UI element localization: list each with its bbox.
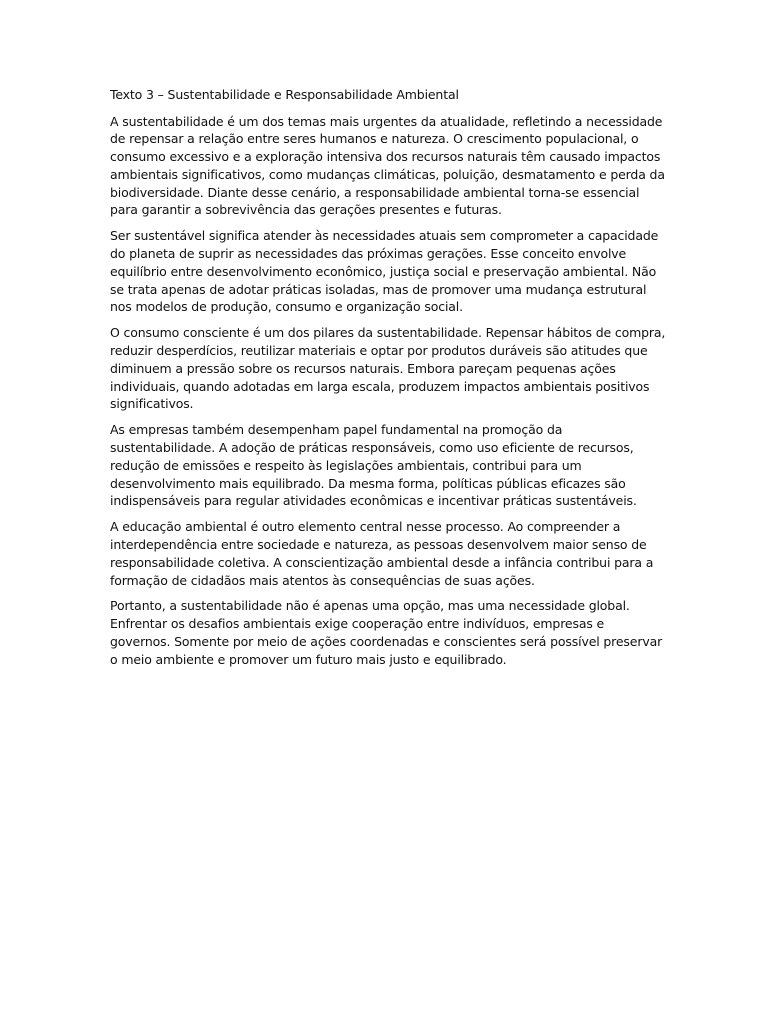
paragraph-5: A educação ambiental é outro elemento central nesse processo. Ao compreender a interdependência entre sociedade e natureza, as pessoas desenvolvem maior senso de responsabilidade coletiva. A conscientização ambiental desde a infância contribui para a formação de cidadãos mais atentos às consequências de suas ações. [110,519,654,588]
paragraph-6: Portanto, a sustentabilidade não é apenas uma opção, mas uma necessidade global. Enfrentar os desafios ambientais exige cooperação entre indivíduos, empresas e governos. Somente por meio de ações coordenadas e conscientes será possível preservar o meio ambiente e promover um futuro mais justo e equilibrado. [110,598,663,667]
paragraph-4: As empresas também desempenham papel fundamental na promoção da sustentabilidade. A adoção de práticas responsáveis, como uso eficiente de recursos, redução de emissões e respeito às legislações ambientais, contribui para um desenvolvimento mais equilibrado. Da mesma forma, políticas públicas eficazes são indispensáveis para regular atividades econômicas e incentivar práticas sustentáveis. [110,422,637,509]
paragraph-2: Ser sustentável significa atender às necessidades atuais sem comprometer a capacidade do planeta de suprir as necessidades das próximas gerações. Esse conceito envolve equilíbrio entre desenvolvimento econômico, justiça social e preservação ambiental. Não se trata apenas de adotar práticas isoladas, mas de promover uma mudança estrutural nos modelos de produção, consumo e organização social. [110,228,659,315]
document-title: Texto 3 – Sustentabilidade e Responsabilidade Ambiental [110,87,459,102]
paragraph-1: A sustentabilidade é um dos temas mais urgentes da atualidade, refletindo a necessidade de repensar a relação entre seres humanos e natureza. O crescimento populacional, o consumo excessivo e a exploração intensiva dos recursos naturais têm causado impactos ambientais significativos, como mudanças climáticas, poluição, desmatamento e perda da biodiversidade. Diante desse cenário, a responsabilidade ambiental torna-se essencial para garantir a sobrevivência das gerações presentes e futuras. [110,113,665,218]
paragraph-3: O consumo consciente é um dos pilares da sustentabilidade. Repensar hábitos de compra, reduzir desperdícios, reutilizar materiais e optar por produtos duráveis são atitudes que diminuem a pressão sobre os recursos naturais. Embora pareçam pequenas ações individuais, quando adotadas em larga escala, produzem impactos ambientais positivos significativos. [110,325,666,412]
